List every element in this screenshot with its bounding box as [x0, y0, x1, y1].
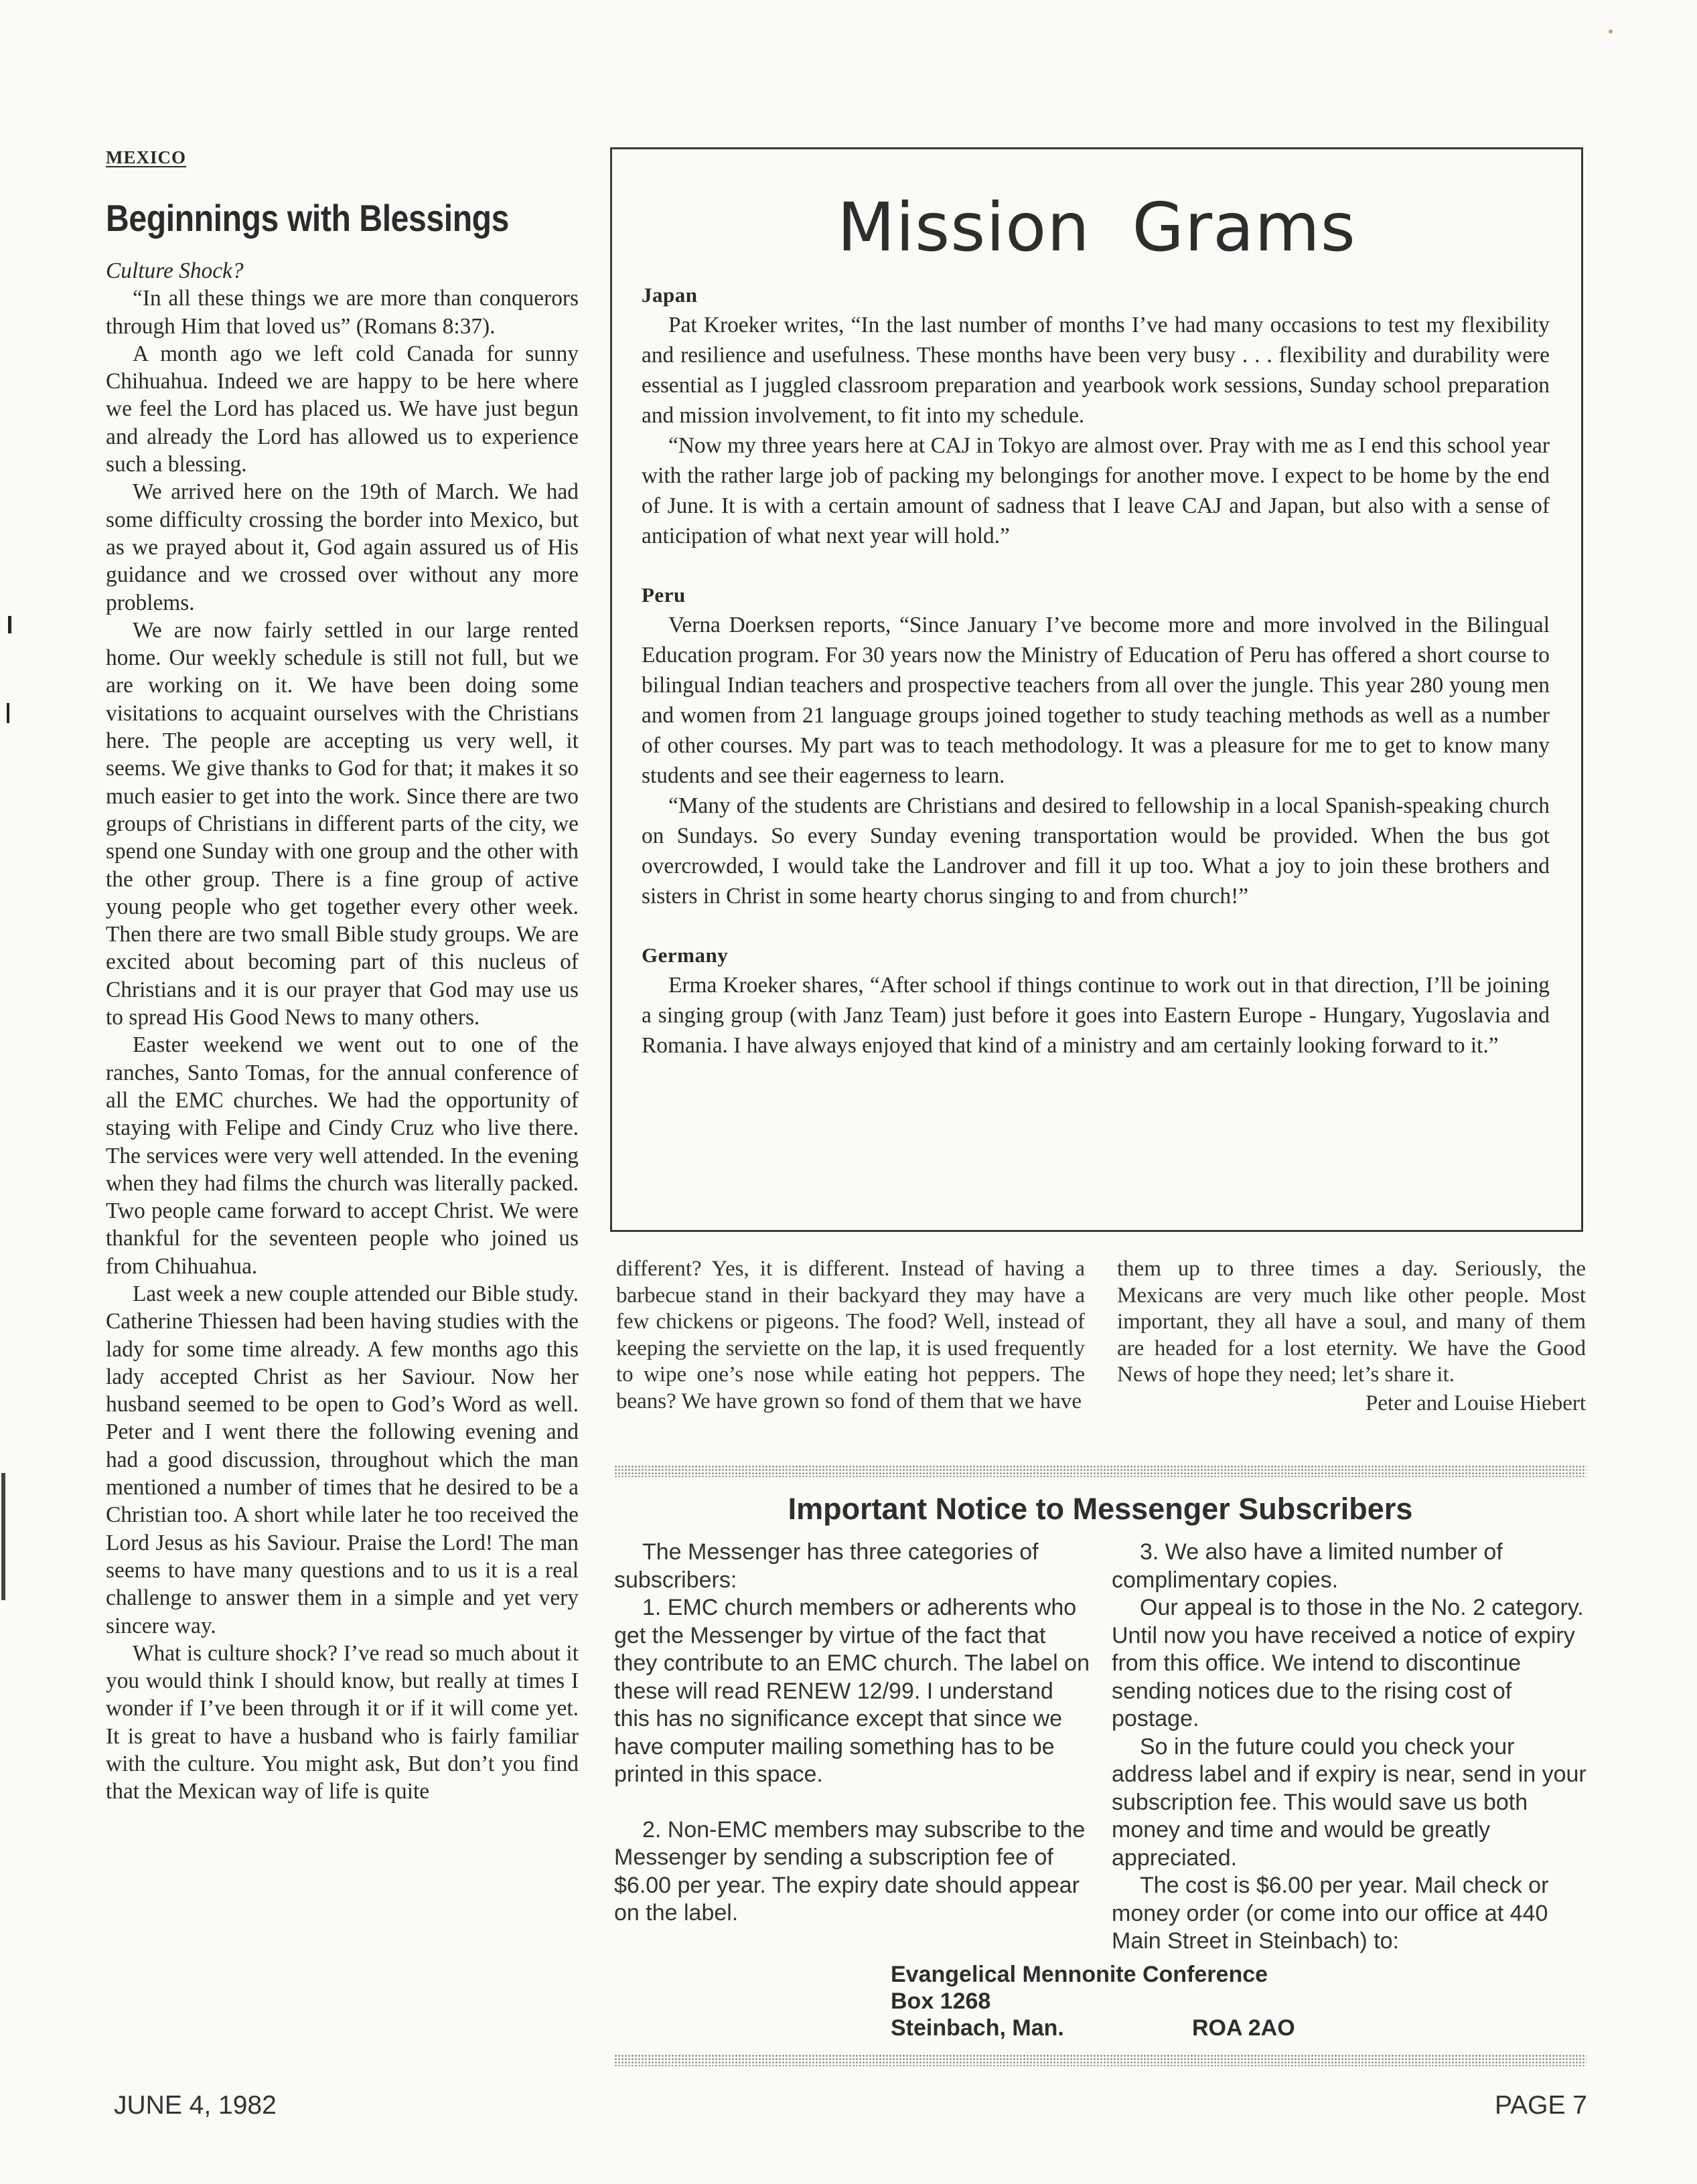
mission-paragraph: Pat Kroeker writes, “In the last number of months I’ve had many occasions to test my flexibility and resilience and usefulness. These months have been very busy . . . flexibility and durability were essential as I juggled classroom preparation and yearbook work sessions, Sunday school preparation and mission involvement, to fit into my schedule. [642, 313, 1550, 428]
scan-mark [8, 616, 11, 633]
article-paragraph: “In all these things we are more than conquerors through Him that loved us” (Romans 8:37). [106, 286, 579, 339]
mission-grams-title: Mission Grams [837, 188, 1356, 266]
notice-paragraph: Our appeal is to those in the No. 2 category. Until now you have received a notice of expiry from this office. We intend to discontinue sending notices due to the rising cost of postage. [1112, 1595, 1584, 1731]
notice-right-column [1112, 1539, 1589, 1956]
signature: Peter and Louise Hiebert [1366, 1391, 1586, 1415]
notice-paragraph: So in the future could you check your address label and if expiry is near, send in your subscription fee. This would save us both money and time and would be greatly appreciated. [1112, 1733, 1587, 1871]
article-continuation-left: different? Yes, it is different. Instead of having a barbecue stand in their backyard they may have a few chickens or pigeons. The food? Well, instead of keeping the serviette on the lap, it is used frequently to wipe one’s nose while eating hot peppers. The beans? We have grown so fond of them that we have [616, 1257, 1085, 1413]
scan-speck [1609, 29, 1613, 33]
article-paragraph: A month ago we left cold Canada for sunny Chihuahua. Indeed we are happy to be here where we feel the Lord has placed us. We have just begun and already the Lord has allowed us to experience such a blessing. [106, 341, 579, 477]
section-heading-peru: Peru [642, 583, 686, 607]
dotted-divider [614, 2054, 1587, 2066]
issue-date: JUNE 4, 1982 [114, 2091, 277, 2120]
notice-paragraph: 2. Non-EMC members may subscribe to the Messenger by sending a subscription fee of $6.00 per year. The expiry date should appear on the label. [614, 1816, 1086, 1926]
notice-paragraph: 1. EMC church members or adherents who get the Messenger by virtue of the fact that they contribute to an EMC church. The label on these will read RENEW 12/99. I understand this has no significance except that since we have computer mailing something has to be printed in this space. [614, 1595, 1090, 1787]
page-number: PAGE 7 [1494, 2091, 1587, 2120]
left-article [106, 147, 579, 1806]
notice-title: Important Notice to Messenger Subscribers [788, 1492, 1413, 1526]
address-city: Steinbach, Man. [891, 2015, 1064, 2041]
article-title: Beginnings with Blessings [106, 197, 510, 239]
notice-paragraph: 3. We also have a limited number of complimentary copies. [1112, 1539, 1503, 1593]
mission-paragraph: Erma Kroeker shares, “After school if things continue to work out in that direction, I’ll be joining a singing group (with Janz Team) just before it goes into Eastern Europe - Hungary, Yugoslavia and Romania. I have always enjoyed that kind of a ministry and am certainly looking forward to it.” [642, 973, 1550, 1058]
article-continuation-right [1117, 1256, 1586, 1417]
scan-mark [1, 1473, 5, 1600]
notice-paragraph: The Messenger has three categories of subscribers: [614, 1539, 1039, 1593]
scan-mark [7, 703, 9, 723]
address-postal: ROA 2AO [1192, 2015, 1295, 2041]
address-line-2: Box 1268 [891, 1988, 991, 2014]
mission-grams-box [610, 147, 1583, 1232]
mission-paragraph: Verna Doerksen reports, “Since January I’ve become more and more involved in the Bilingual Education program. For 30 years now the Ministry of Education of Peru has offered a short course to bilingual Indian teachers and prospective teachers from all over the jungle. This year 280 young men and women from 21 language groups joined together to study teaching methods as well as a number of other courses. My part was to teach methodology. It was a pleasure for me to get to know many students and see their eagerness to learn. [642, 613, 1550, 788]
article-lead: Culture Shock? [106, 258, 244, 283]
dotted-divider [614, 1465, 1587, 1477]
article-paragraph: Easter weekend we went out to one of the ranches, Santo Tomas, for the annual conference of all the EMC churches. We had the opportunity of staying with Felipe and Cindy Cruz who live there. The services were very well attended. In the evening when they had films the church was literally packed. Two people came forward to accept Christ. We were thankful for the seventeen people who joined us from Chihuahua. [106, 1032, 579, 1279]
mailing-address [891, 1961, 1295, 2041]
section-tag: MEXICO [106, 147, 186, 167]
address-line-1: Evangelical Mennonite Conference [891, 1962, 1268, 1987]
article-paragraph: What is culture shock? I’ve read so much about it you would think I should know, but really at times I wonder if I’ve been through it or if it will come yet. It is great to have a husband who is fairly familiar with the culture. You might ask, But don’t you find that the Mexican way of life is quite [106, 1640, 579, 1804]
article-paragraph: Last week a new couple attended our Bible study. Catherine Thiessen had been having studies with the lady for some time already. A few months ago this lady accepted Christ as her Saviour. Now her husband seemed to be open to God’s Word as well. Peter and I went there the following evening and had a good discussion, throughout which the man mentioned a number of times that he desired to be a Christian too. A short while later he too received the Lord Jesus as his Saviour. Praise the Lord! The man seems to have many questions and to us it is a real challenge to answer them in a simple and yet very sincere way. [106, 1281, 579, 1638]
section-heading-japan: Japan [642, 283, 698, 307]
mission-paragraph: “Now my three years here at CAJ in Tokyo are almost over. Pray with me as I end this school year with the rather large job of packing my belongings for another move. I expect to be home by the end of June. It is with a certain amount of sadness that I leave CAJ and Japan, but also with a sense of anticipation of what next year will hold.” [642, 433, 1550, 548]
notice-paragraph: The cost is $6.00 per year. Mail check or money order (or come into our office at 440 Main Street in Steinbach) to: [1112, 1873, 1549, 1954]
article-paragraph: We are now fairly settled in our large rented home. Our weekly schedule is still not full, but we are working on it. We have been doing some visitations to acquaint ourselves with the Christians here. The people are accepting us very well, it seems. We give thanks to God for that; it makes it so much easier to get into the work. Since there are two groups of Christians in different parts of the city, we spend one Sunday with one group and the other with the other group. There is a fine group of active young people who get together every other week. Then there are two small Bible study groups. We are excited about becoming part of this nucleus of Christians and it is our prayer that God may use us to spread His Good News to many others. [106, 617, 579, 1030]
continuation-text: them up to three times a day. Seriously, the Mexicans are very much like other people. Most important, they all have a soul, and many of them are headed for a lost eternity. We have the Good News of hope they need; let’s share it. [1117, 1257, 1586, 1387]
section-heading-germany: Germany [642, 943, 729, 967]
mission-paragraph: “Many of the students are Christians and desired to fellowship in a local Spanish-speaking church on Sundays. So every Sunday evening transportation would be provided. When the bus got overcrowded, I would take the Landrover and fill it up too. What a joy to join these brothers and sisters in Christ in some hearty chorus singing to and from church!” [642, 793, 1550, 909]
notice-left-column [614, 1539, 1090, 1928]
article-paragraph: We arrived here on the 19th of March. We had some difficulty crossing the border into Mexico, but as we prayed about it, God again assured us of His guidance and we crossed over without any more problems. [106, 479, 579, 615]
